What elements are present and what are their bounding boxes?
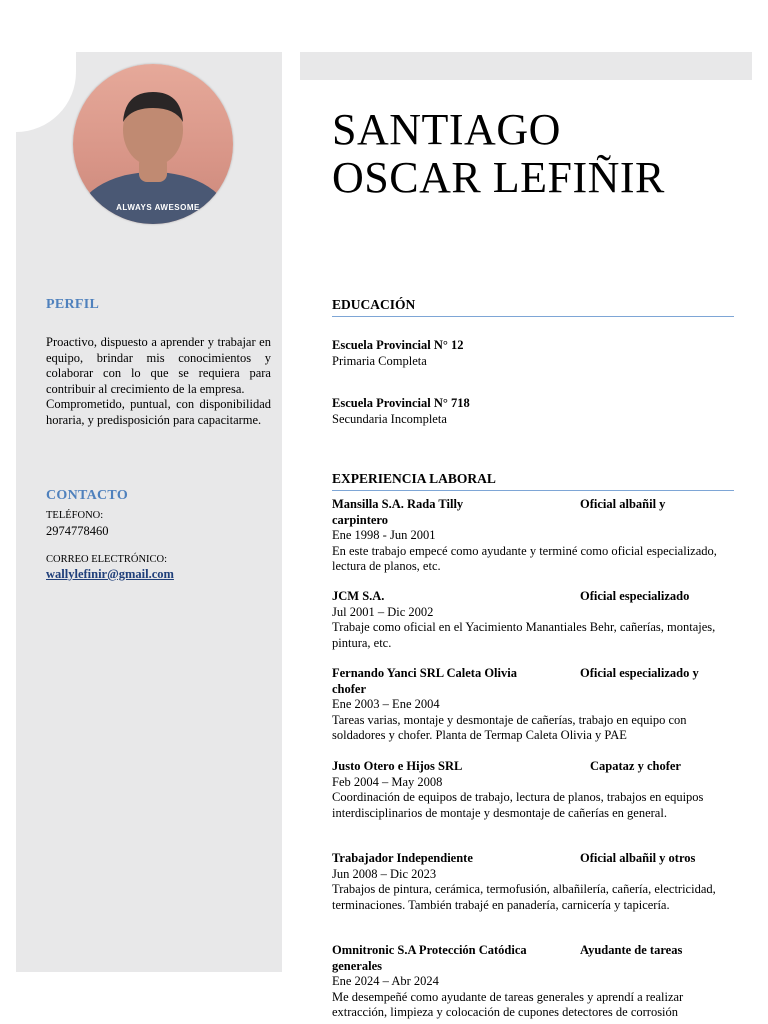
job-description: Coordinación de equipos de trabajo, lectura de planos, trabajos en equipos interdisciplinarios de montaje y desmontaje de cañerías en general. [332, 790, 704, 820]
job-role-continued: generales [332, 958, 382, 973]
job-entry [332, 943, 737, 1021]
job-company: JCM S.A. [332, 589, 385, 603]
education-item [332, 338, 464, 369]
full-name [332, 106, 665, 202]
job-role: Oficial albañil y otros [580, 851, 696, 865]
avatar-placeholder-icon [73, 64, 233, 224]
job-company: Trabajador Independiente [332, 851, 473, 865]
job-entry [332, 759, 737, 821]
job-dates: Ene 2024 – Abr 2024 [332, 974, 439, 988]
perfil-paragraph-1: Proactivo, dispuesto a aprender y trabajar en equipo, brindar mis conocimientos y colaborar con lo que se requiera para contribuir al crecimiento de la empresa. [46, 335, 271, 396]
job-description: En este trabajo empecé como ayudante y terminé como oficial especializado, lectura de planos, etc. [332, 543, 717, 573]
perfil-heading: PERFIL [46, 297, 100, 312]
education-item [332, 396, 470, 427]
job-company: Justo Otero e Hijos SRL [332, 759, 463, 773]
experience-heading: EXPERIENCIA LABORAL [332, 471, 734, 491]
job-description: Trabajos de pintura, cerámica, termofusión, albañilería, cañería, electricidad, terminaciones. También trabajé en panadería, carnicería y tapicería. [332, 882, 716, 912]
school-level: Primaria Completa [332, 353, 427, 368]
job-role-continued: chofer [332, 681, 367, 696]
job-entry [332, 497, 737, 575]
job-description: Trabaje como oficial en el Yacimiento Manantiales Behr, cañerías, montajes, pintura, etc. [332, 620, 716, 650]
job-role: Ayudante de tareas [580, 943, 683, 957]
job-entry [332, 666, 737, 744]
job-entry [332, 851, 737, 913]
school-name: Escuela Provincial N° 718 [332, 396, 470, 410]
job-dates: Ene 1998 - Jun 2001 [332, 528, 436, 542]
job-role: Oficial especializado [580, 589, 690, 603]
job-company: Omnitronic S.A Protección Catódica [332, 943, 527, 957]
job-role: Oficial especializado y [580, 666, 699, 680]
perfil-text [46, 335, 271, 428]
header-band [300, 52, 752, 80]
phone-value: 2974778460 [46, 524, 109, 538]
profile-photo [73, 64, 233, 224]
perfil-paragraph-2: Comprometido, puntual, con disponibilidad horaria, y predisposición para capacitarme. [46, 397, 271, 427]
email-label: CORREO ELECTRÓNICO: [46, 554, 168, 565]
school-name: Escuela Provincial N° 12 [332, 338, 464, 352]
phone-label: TELÉFONO: [46, 510, 104, 521]
shirt-text: ALWAYS AWESOME [116, 203, 200, 212]
name-line-1: SANTIAGO [332, 105, 561, 154]
job-entry [332, 589, 737, 651]
job-dates: Feb 2004 – May 2008 [332, 774, 443, 789]
school-level: Secundaria Incompleta [332, 411, 447, 426]
job-company: Fernando Yanci SRL Caleta Olivia [332, 666, 517, 680]
contacto-heading: CONTACTO [46, 488, 129, 503]
job-dates: Jun 2008 – Dic 2023 [332, 866, 437, 881]
education-heading: EDUCACIÓN [332, 297, 734, 317]
job-role-continued: carpintero [332, 512, 389, 527]
job-role: Capataz y chofer [590, 759, 681, 773]
job-description: Tareas varias, montaje y desmontaje de cañerías, trabajo en equipo con soldadores y chofer. Planta de Termap Caleta Olivia y PAE [332, 712, 687, 742]
name-line-2: OSCAR LEFIÑIR [332, 153, 665, 202]
job-company: Mansilla S.A. Rada Tilly [332, 497, 464, 511]
job-role: Oficial albañil y [580, 497, 666, 511]
job-description: Me desempeñé como ayudante de tareas generales y aprendí a realizar extracción, limpieza y colocación de cupones detectores de corrosión [332, 989, 684, 1019]
job-dates: Ene 2003 – Ene 2004 [332, 697, 440, 711]
email-link[interactable]: wallylefinir@gmail.com [46, 567, 174, 581]
job-dates: Jul 2001 – Dic 2002 [332, 604, 434, 619]
